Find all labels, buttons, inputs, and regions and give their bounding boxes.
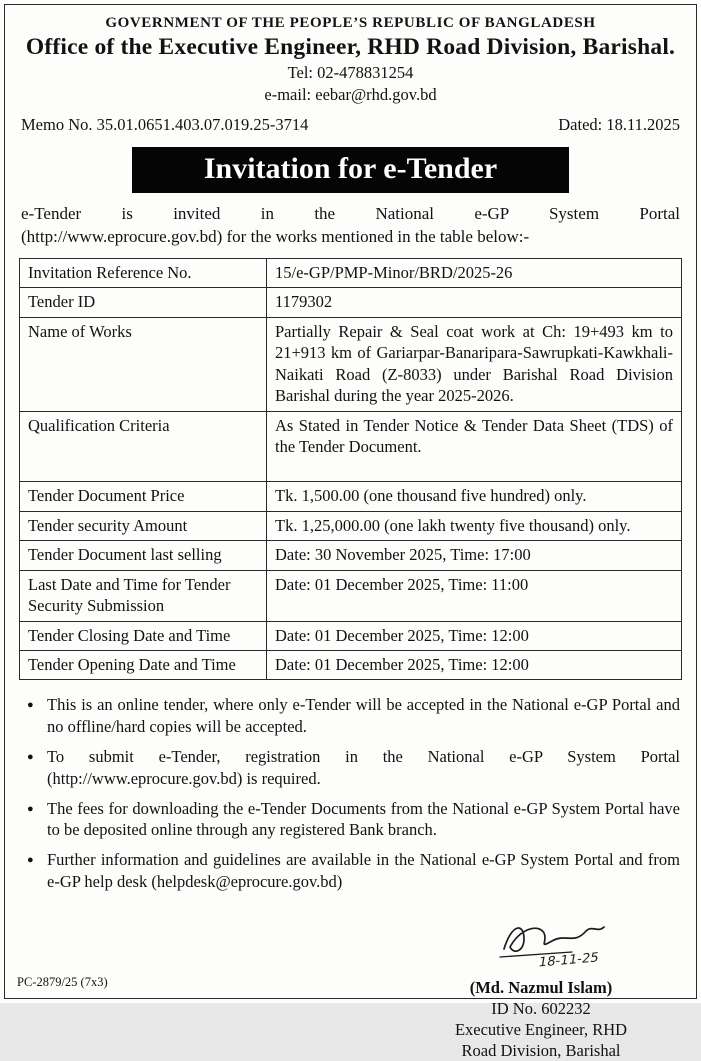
bullet-icon <box>21 694 47 738</box>
signatory-designation-2: Road Division, Barishal <box>461 1040 621 1060</box>
bullet-icon <box>21 798 47 842</box>
tender-banner-title: Invitation for e-Tender <box>132 147 569 193</box>
row-label: Qualification Criteria <box>20 411 267 482</box>
row-value: Date: 01 December 2025, Time: 12:00 <box>267 621 682 650</box>
telephone-line: Tel: 02-478831254 <box>287 63 414 82</box>
row-value: As Stated in Tender Notice & Tender Data Sheet (TDS) of the Tender Document. <box>267 411 682 482</box>
notes-list <box>19 694 682 892</box>
government-line: GOVERNMENT OF THE PEOPLE’S REPUBLIC OF BANGLADESH <box>105 15 596 31</box>
row-value: Date: 01 December 2025, Time: 11:00 <box>267 570 682 621</box>
handwritten-date: 18-11-25 <box>537 950 600 971</box>
table-row <box>20 288 682 317</box>
bullet-icon <box>21 849 47 893</box>
dated-label: Dated: 18.11.2025 <box>558 115 680 134</box>
row-value: Partially Repair & Seal coat work at Ch: 19+493 km to 21+913 km of Gariarpar-Banaripara-Sawrupkati-Kawkhali-Naikati Road (Z-8033) under Barishal Road Division Barishal during the year 2025-2026. <box>267 317 682 411</box>
row-value: Tk. 1,500.00 (one thousand five hundred) only. <box>267 482 682 511</box>
note-text: The fees for downloading the e-Tender Documents from the National e-GP System Portal have to be deposited online through any registered Bank branch. <box>47 798 680 840</box>
table-row <box>20 570 682 621</box>
bullet-icon <box>21 746 47 790</box>
row-label: Tender ID <box>20 288 267 317</box>
row-value: 15/e-GP/PMP-Minor/BRD/2025-26 <box>267 258 682 287</box>
table-row <box>20 621 682 650</box>
row-value: Date: 01 December 2025, Time: 12:00 <box>267 651 682 680</box>
email-line: e-mail: eebar@rhd.gov.bd <box>264 85 437 104</box>
table-row <box>20 258 682 287</box>
list-item <box>21 694 680 738</box>
row-label: Tender Document last selling <box>20 541 267 570</box>
list-item <box>21 849 680 893</box>
note-text: This is an online tender, where only e-Tender will be accepted in the National e-GP Portal and no offline/hard copies will be accepted. <box>47 695 680 737</box>
row-label: Last Date and Time for Tender Security Submission <box>20 570 267 621</box>
row-label: Tender Opening Date and Time <box>20 651 267 680</box>
memo-number: Memo No. 35.01.0651.403.07.019.25-3714 <box>21 115 309 134</box>
row-label: Tender Document Price <box>20 482 267 511</box>
document-page <box>4 4 697 1060</box>
signatory-designation-1: Executive Engineer, RHD <box>454 1019 628 1039</box>
table-row <box>20 482 682 511</box>
table-row <box>20 317 682 411</box>
signatory-name: (Md. Nazmul Islam) <box>469 977 613 997</box>
note-text: Further information and guidelines are available in the National e-GP System Portal and from e-GP help desk (helpdesk@eprocure.gov.bd) <box>47 850 680 891</box>
row-label: Tender security Amount <box>20 511 267 540</box>
note-text: To submit e-Tender, registration in the National e-GP System Portal (http://www.eprocure.gov.bd) is required. <box>47 746 680 788</box>
row-label: Name of Works <box>20 317 267 411</box>
table-row <box>20 411 682 482</box>
signature-block <box>406 919 676 1061</box>
press-code: PC-2879/25 (7x3) <box>17 975 108 989</box>
table-row <box>20 511 682 540</box>
list-item <box>21 746 680 790</box>
list-item <box>21 798 680 842</box>
intro-line-2: (http://www.eprocure.gov.bd) for the works mentioned in the table below:- <box>21 226 530 246</box>
tender-details-table <box>19 258 682 681</box>
memo-row <box>19 115 682 135</box>
office-title: Office of the Executive Engineer, RHD Road Division, Barishal. <box>25 34 676 60</box>
row-value: Tk. 1,25,000.00 (one lakh twenty five thousand) only. <box>267 511 682 540</box>
signature-area <box>406 919 676 977</box>
row-label: Invitation Reference No. <box>20 258 267 287</box>
row-label: Tender Closing Date and Time <box>20 621 267 650</box>
table-row <box>20 651 682 680</box>
table-row <box>20 541 682 570</box>
intro-line-1: e-Tender is invited in the National e-GP System Portal <box>21 204 680 223</box>
signatory-id: ID No. 602232 <box>491 998 591 1018</box>
row-value: Date: 30 November 2025, Time: 17:00 <box>267 541 682 570</box>
intro-paragraph <box>19 203 682 249</box>
row-value: 1179302 <box>267 288 682 317</box>
